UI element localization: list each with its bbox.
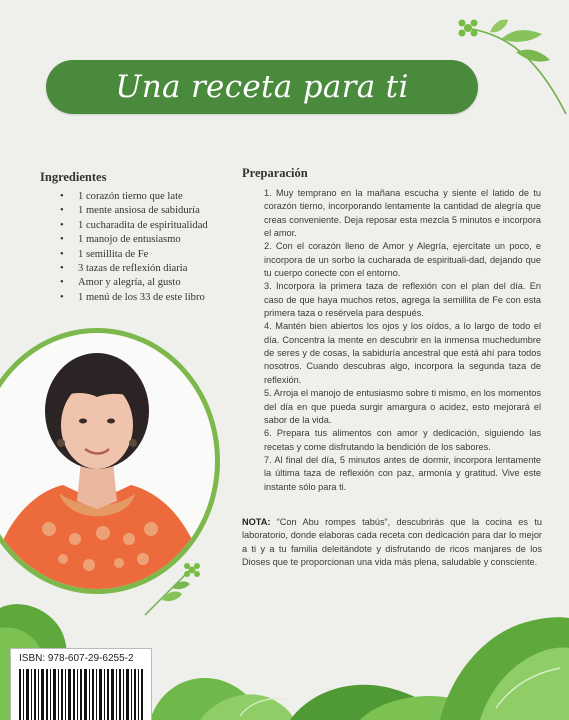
isbn-barcode-box: [10, 648, 152, 720]
note-text: “Con Abu rompes tabús”, descubrirás que la cocina es tu laboratorio, donde elaboras cada receta con dedicación para dar lo mejor a ti y a tu familia deleitándote y disfrutando de ricos manjares de los Dioses que te proporcionan una vida más plena, saludable y consciente.: [242, 517, 542, 568]
author-portrait: [0, 328, 220, 594]
preparation-section: [242, 166, 542, 494]
barcode-icon: [19, 669, 143, 720]
ingredients-list: [40, 190, 240, 305]
isbn-text: ISBN: 978-607-29-6255-2: [19, 653, 134, 664]
page-title: Una receta para ti: [115, 69, 409, 105]
preparation-step: 5. Arroja el manojo de entusiasmo sobre ti mismo, en los momentos del día en que pueda surgir amargura o acidez, esto mejorará el sabor de la vida.: [264, 388, 541, 425]
ingredients-heading: Ingredientes: [40, 170, 107, 184]
preparation-step: 3. Incorpora la primera taza de reflexión con el plan del día. En caso de que haya muchos retos, agrega la semillita de Fe con esta primera taza o resérvela para después.: [264, 281, 541, 319]
preparation-steps: [264, 187, 541, 494]
list-item: • 1 semillita de Fe: [60, 248, 240, 262]
list-item: • 1 mente ansiosa de sabiduría: [60, 204, 240, 218]
preparation-step: 7. Al final del día, 5 minutos antes de dormir, incorpora lentamente la última taza de reflexión con paz, armonía y gratitud. Vive este instante sólo para ti.: [264, 454, 541, 492]
portrait-image: [0, 333, 220, 594]
list-item: • 3 tazas de reflexión diaria: [60, 262, 240, 276]
ingredients-section: [40, 170, 240, 305]
list-item: • 1 menú de los 33 de este libro: [60, 291, 240, 305]
note-paragraph: [242, 516, 542, 569]
preparation-step: 2. Con el corazón lleno de Amor y Alegría, ejercítate un poco, e incorpora de un sorbo la cucharada de espirituali-dad, dejando que tu cuerpo conecte con el entorno.: [264, 241, 541, 279]
preparation-heading: Preparación: [242, 166, 308, 180]
preparation-step: 1. Muy temprano en la mañana escucha y siente el latido de tu corazón tierno, incorporando lentamente la cantidad de alegría que creas conveniente. Deja reposar esta mezcla 5 minutos e incorpora el amor.: [264, 188, 541, 239]
preparation-step: 6. Prepara tus alimentos con amor y dedicación, siguiendo las recetas y come disfrutando la bendición de los sabores.: [264, 428, 541, 452]
preparation-step: 4. Mantén bien abiertos los ojos y los oídos, a lo largo de todo el día. Concentra la mente en descubrir en la inmensa muchedumbre de seres y de cosas, la sabiduría ancestral que está ahí para todos nosotros. Cuando descubras algo, incorpora la segunda taza de reflexión.: [264, 321, 541, 385]
list-item: • 1 corazón tierno que late: [60, 190, 240, 204]
list-item: • 1 cucharadita de espiritualidad: [60, 219, 240, 233]
title-banner: [46, 60, 478, 114]
list-item: • 1 manojo de entusiasmo: [60, 233, 240, 247]
note-label: NOTA:: [242, 517, 271, 527]
list-item: • Amor y alegría, al gusto: [60, 276, 240, 290]
